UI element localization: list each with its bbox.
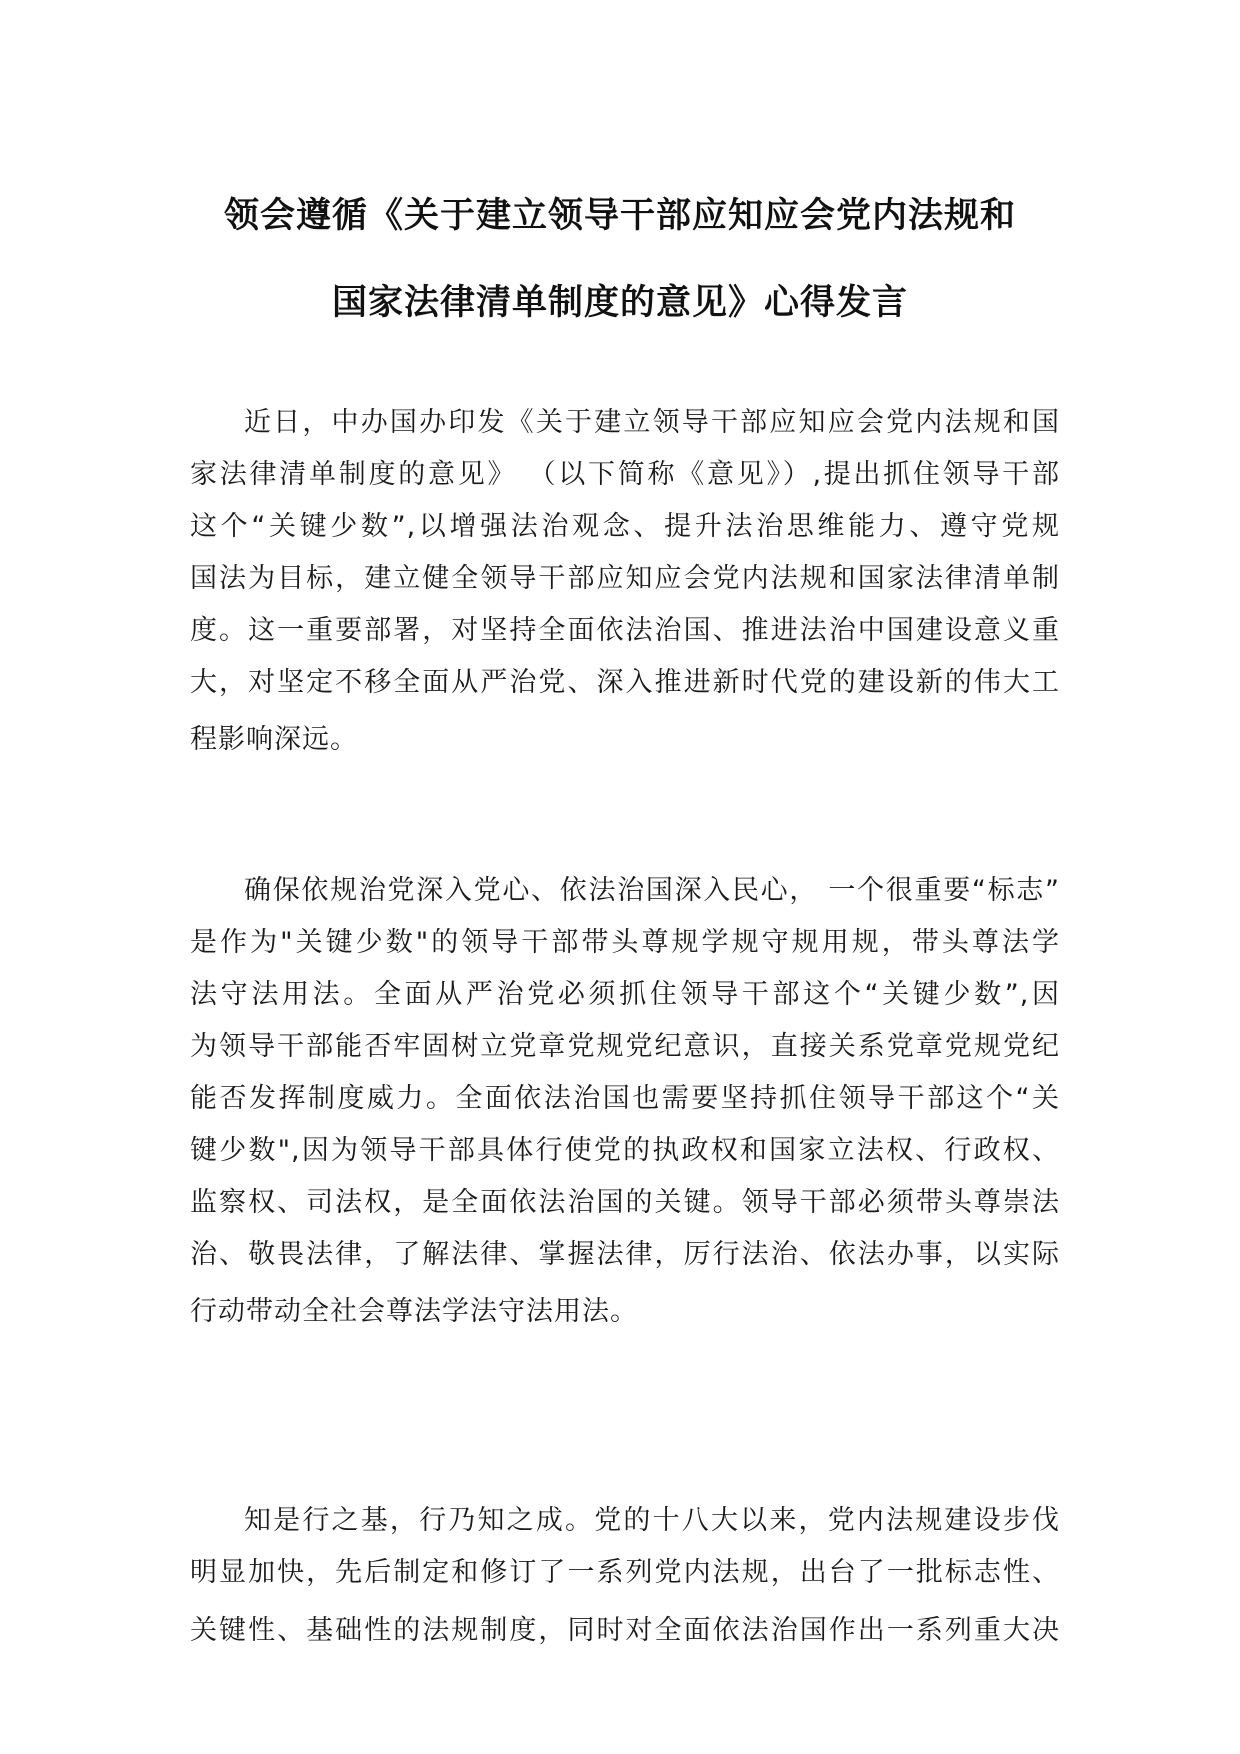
paragraph-line: 是作为"关键少数"的领导干部带头尊规学规守规用规，带头尊法学: [190, 927, 1060, 958]
paragraph-line: 键少数",因为领导干部具体行使党的执政权和国家立法权、行政权、: [190, 1135, 1060, 1166]
paragraph-line: 国法为目标，建立健全领导干部应知应会党内法规和国家法律清单制: [190, 563, 1060, 594]
paragraph-line: 治、敬畏法律，了解法律、掌握法律，厉行法治、依法办事，以实际: [190, 1239, 1060, 1270]
paragraph-line: 知是行之基，行乃知之成。党的十八大以来，党内法规建设步伐: [244, 1505, 1060, 1536]
paragraph-line: 家法律清单制度的意见》 （以下简称《意见》）,提出抓住领导干部: [190, 459, 1060, 490]
document-title-line-1: 领会遵循《关于建立领导干部应知应会党内法规和: [223, 195, 1016, 236]
paragraph-line: 为领导干部能否牢固树立党章党规党纪意识，直接关系党章党规党纪: [190, 1031, 1060, 1062]
paragraph-line: 监察权、司法权，是全面依法治国的关键。领导干部必须带头尊崇法: [190, 1187, 1060, 1218]
paragraph-line: 大，对坚定不移全面从严治党、深入推进新时代党的建设新的伟大工: [190, 667, 1060, 698]
paragraph-line: 这个“关键少数”,以增强法治观念、提升法治思维能力、遵守党规: [190, 511, 1060, 542]
document-title-line-2: 国家法律清单制度的意见》心得发言: [331, 282, 908, 323]
paragraph-line: 行动带动全社会尊法学法守法用法。: [190, 1296, 638, 1327]
paragraph-line: 关键性、基础性的法规制度，同时对全面依法治国作出一系列重大决: [190, 1615, 1060, 1646]
paragraph-line: 程影响深远。: [190, 724, 358, 755]
paragraph-line: 能否发挥制度威力。全面依法治国也需要坚持抓住领导干部这个“关: [190, 1083, 1060, 1114]
paragraph-line: 近日，中办国办印发《关于建立领导干部应知应会党内法规和国: [244, 407, 1060, 438]
paragraph-line: 法守法用法。全面从严治党必须抓住领导干部这个“关键少数”,因: [190, 979, 1060, 1010]
paragraph-line: 确保依规治党深入党心、依法治国深入民心， 一个很重要“标志”: [244, 875, 1060, 906]
paragraph-line: 明显加快，先后制定和修订了一系列党内法规，出台了一批标志性、: [190, 1557, 1060, 1588]
paragraph-line: 度。这一重要部署，对坚持全面依法治国、推进法治中国建设意义重: [190, 615, 1060, 646]
